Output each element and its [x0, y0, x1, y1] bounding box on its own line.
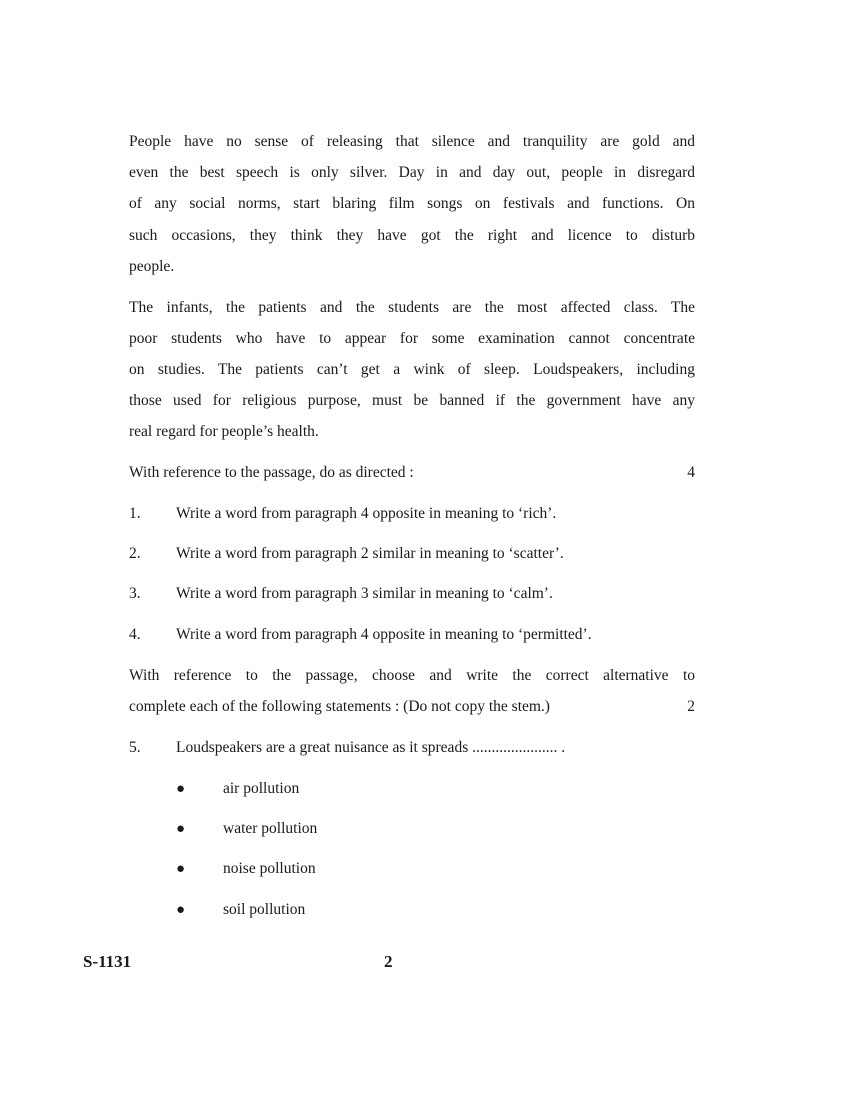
text-line: such occasions, they think they have got the right and licence to disturb [129, 227, 695, 244]
question-text: Write a word from paragraph 4 opposite in meaning to ‘permitted’. [176, 626, 592, 643]
question-number: 3. [129, 585, 141, 602]
bullet-icon: ● [176, 821, 186, 837]
section-instruction: complete each of the following statements : (Do not copy the stem.) [129, 698, 550, 715]
option: soil pollution [223, 901, 306, 918]
section-instruction: With reference to the passage, choose and write the correct alternative to [129, 667, 695, 684]
question-number: 4. [129, 626, 141, 643]
text-line: poor students who have to appear for some examination cannot concentrate [129, 330, 695, 347]
question-text: Write a word from paragraph 4 opposite in meaning to ‘rich’. [176, 505, 557, 522]
text-line: on studies. The patients can’t get a wink of sleep. Loudspeakers, including [129, 361, 695, 378]
section-instruction: With reference to the passage, do as directed : [129, 464, 414, 481]
option: noise pollution [223, 860, 316, 877]
page-number: 2 [384, 952, 393, 971]
text-line: even the best speech is only silver. Day in and day out, people in disregard [129, 164, 695, 181]
bullet-icon: ● [176, 902, 186, 918]
text-line: real regard for people’s health. [129, 423, 319, 440]
bullet-icon: ● [176, 781, 186, 797]
question-text: Loudspeakers are a great nuisance as it spreads ...................... . [176, 739, 566, 756]
option: water pollution [223, 820, 318, 837]
paper-code: S-1131 [83, 952, 132, 971]
question-text: Write a word from paragraph 2 similar in meaning to ‘scatter’. [176, 545, 564, 562]
bullet-icon: ● [176, 861, 186, 877]
question-number: 1. [129, 505, 141, 522]
text-line: people. [129, 258, 175, 275]
option: air pollution [223, 780, 300, 797]
text-line: those used for religious purpose, must be banned if the government have any [129, 392, 695, 409]
question-text: Write a word from paragraph 3 similar in meaning to ‘calm’. [176, 585, 553, 602]
question-number: 2. [129, 545, 141, 562]
text-line: of any social norms, start blaring film songs on festivals and functions. On [129, 195, 695, 212]
marks: 4 [687, 464, 695, 481]
question-number: 5. [129, 739, 141, 756]
text-line: People have no sense of releasing that silence and tranquility are gold and [129, 133, 695, 150]
marks: 2 [687, 698, 695, 715]
text-line: The infants, the patients and the students are the most affected class. The [129, 299, 695, 316]
